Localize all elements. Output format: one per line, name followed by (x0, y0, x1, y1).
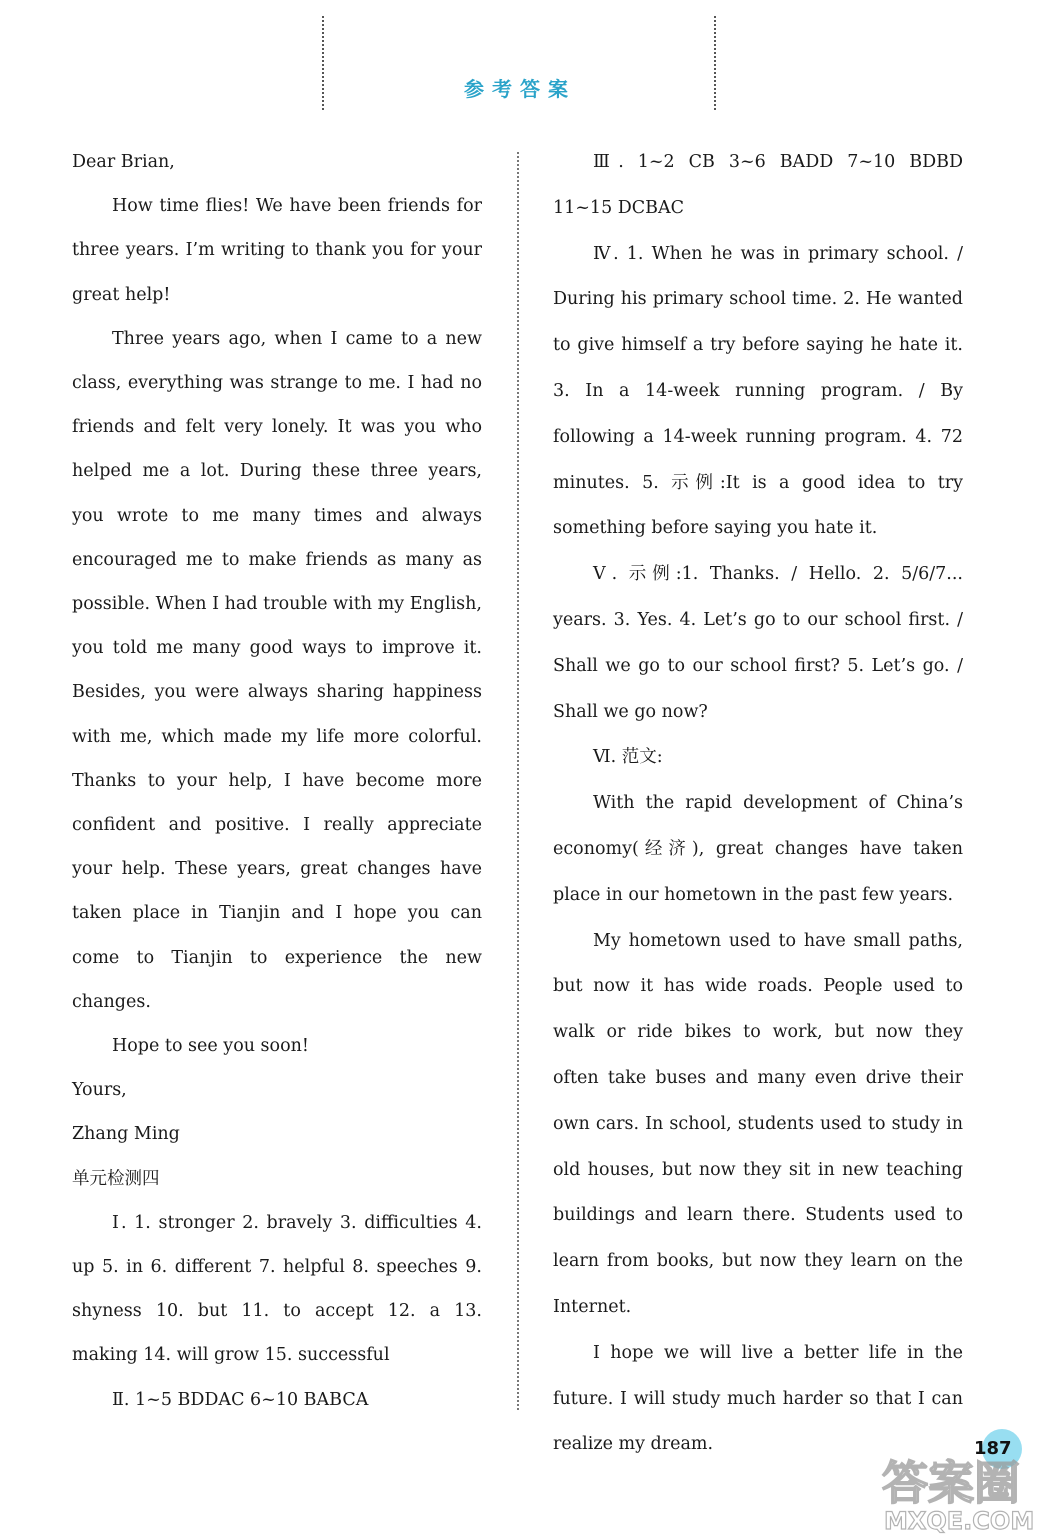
watermark-logo (870, 1425, 1050, 1535)
watermark-text: 答案圈 (882, 1456, 1020, 1510)
header-left-dotted-line (322, 16, 324, 110)
letter-signoff: Yours, (72, 1080, 127, 1101)
answers-section-3: Ⅲ. 1~2 CB 3~6 BADD 7~10 BDBD 11~15 DCBAC (553, 152, 963, 218)
page-header-title: 参考答案 (464, 77, 576, 101)
watermark-url: MXQE.COM (884, 1507, 1035, 1535)
answers-section-2: Ⅱ. 1~5 BDDAC 6~10 BABCA (112, 1389, 369, 1410)
essay-paragraph-1: With the rapid development of China’s economy(经济), great changes have taken place in our hometown in the past few years. (553, 793, 963, 905)
answers-section-5: Ⅴ. 示例:1. Thanks. / Hello. 2. 5/6/7... years. 3. Yes. 4. Let’s go to our school first. / Shall we go to our school first? 5. Let’s go. / Shall we go now? (553, 564, 963, 722)
letter-greeting: Dear Brian, (72, 152, 175, 172)
column-divider (517, 152, 519, 1410)
letter-paragraph-1: How time flies! We have been friends for three years. I’m writing to thank you for your great help! (72, 196, 482, 305)
answers-section-6-heading: Ⅵ. 范文: (593, 747, 663, 768)
essay-paragraph-3: I hope we will live a better life in the future. I will study much harder so that I can realize my dream. (553, 1342, 963, 1455)
right-column (553, 140, 963, 1468)
essay-paragraph-2: My hometown used to have small paths, but now it has wide roads. People used to walk or ride bikes to work, but now they often take buses and many even drive their own cars. In school, students used to study in old houses, but now they sit in new teaching buildings and learn there. Students used to learn from books, but now they learn on the Internet. (553, 930, 963, 1317)
header-right-dotted-line (714, 16, 716, 110)
page-number: 187 (974, 1438, 1012, 1459)
letter-paragraph-2: Three years ago, when I came to a new class, everything was strange to me. I had no friends and felt very lonely. It was you who helped me a lot. During these three years, you wrote to me many times and always encouraged me to make friends as many as possible. When I had trouble with my English, you told me many good ways to improve it. Besides, you were always sharing happiness with me, which made my life more colorful. Thanks to your help, I have become more confident and positive. I really appreciate your help. These years, great changes have taken place in Tianjin and I hope you can come to Tianjin to experience the new changes. (72, 328, 482, 1012)
letter-closing-line: Hope to see you soon! (112, 1036, 309, 1057)
unit-test-heading: 单元检测四 (72, 1168, 160, 1189)
answers-section-1: Ⅰ. 1. stronger 2. bravely 3. difficulties 4. up 5. in 6. different 7. helpful 8. speeches 9. shyness 10. but 11. to accept 12. a 13. making 14. will grow 15. successful (72, 1212, 482, 1366)
letter-signature: Zhang Ming (72, 1124, 180, 1145)
left-column (72, 140, 482, 1422)
answers-section-4: Ⅳ. 1. When he was in primary school. / During his primary school time. 2. He wanted to give himself a try before saying he hate it. 3. In a 14-week running program. / By following a 14-week running program. 4. 72 minutes. 5. 示例:It is a good idea to try something before saying you hate it. (553, 243, 963, 539)
